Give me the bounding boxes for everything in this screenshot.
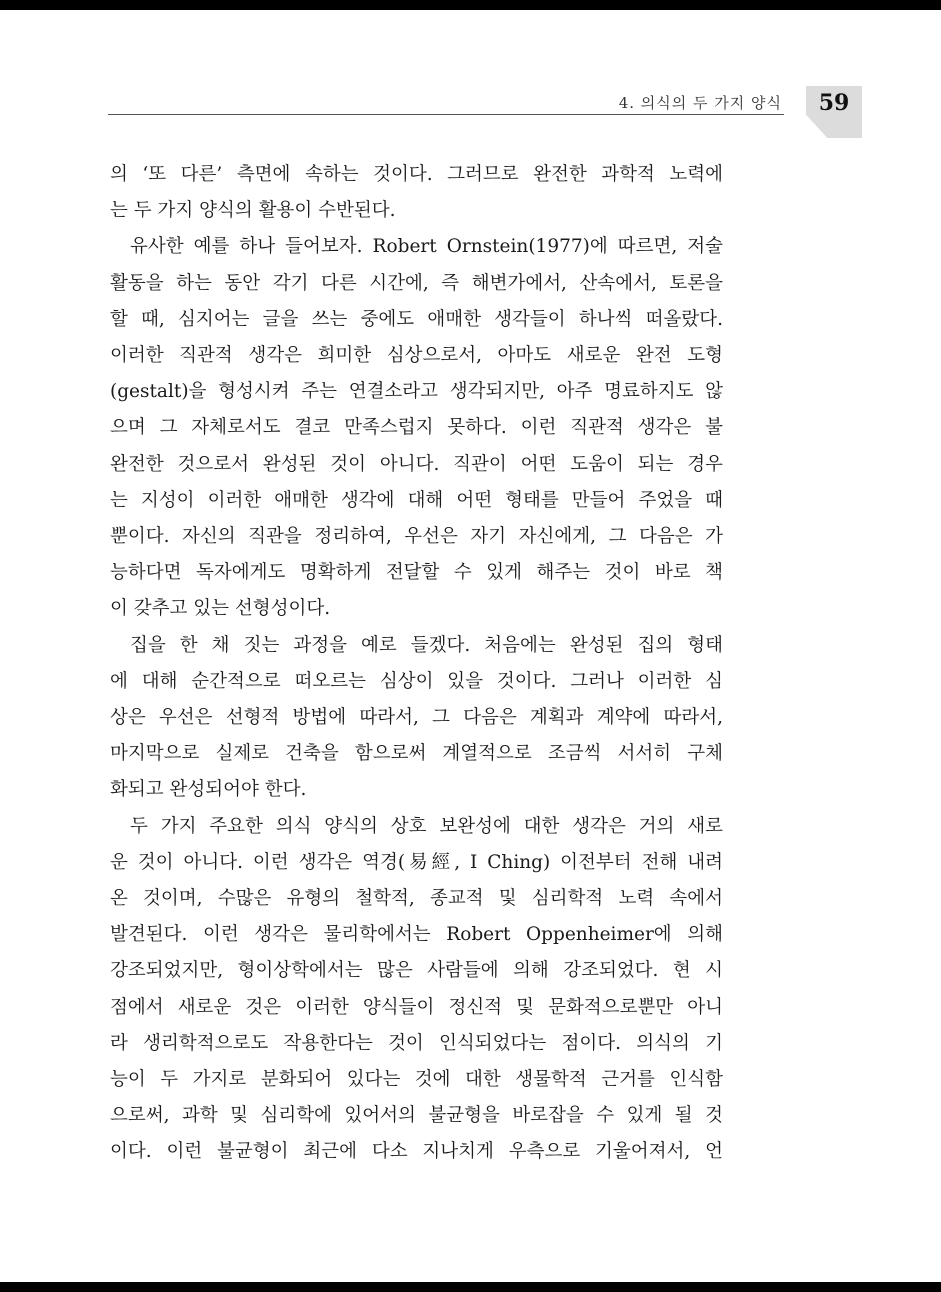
text-line: 두 가지 주요한 의식 양식의 상호 보완성에 대한 생각은 거의 새로 [130, 815, 723, 837]
header-rule [108, 114, 784, 115]
text-line: 이다. 이런 불균형이 최근에 다소 지나치게 우측으로 기울어져서, 언 [110, 1141, 723, 1163]
text-line: 이러한 직관적 생각은 희미한 심상으로서, 아마도 새로운 완전 도형 [110, 345, 723, 367]
text-line: 완전한 것으로서 완성된 것이 아니다. 직관이 어떤 도움이 되는 경우 [110, 453, 723, 475]
text-line: 의 ‘또 다른’ 측면에 속하는 것이다. 그러므로 완전한 과학적 노력에 [110, 164, 723, 185]
text-line: 뿐이다. 자신의 직관을 정리하여, 우선은 자기 자신에게, 그 다음은 가 [110, 526, 723, 548]
text-line: 점에서 새로운 것은 이러한 양식들이 정신적 및 문화적으로뿐만 아니 [110, 996, 723, 1018]
text-line: 유사한 예를 하나 들어보자. Robert Ornstein(1977)에 따르면, 저술 [130, 236, 723, 258]
text-line: 는 지성이 이러한 애매한 생각에 대해 어떤 형태를 만들어 주었을 때 [110, 489, 723, 511]
text-line: 발견된다. 이런 생각은 물리학에서는 Robert Oppenheimer에 의해 [110, 924, 723, 946]
running-head: 4. 의식의 두 가지 양식 [618, 94, 782, 112]
bottom-border [0, 1282, 941, 1292]
text-line: 라 생리학적으로도 작용한다는 것이 인식되었다는 점이다. 의식의 기 [110, 1032, 723, 1054]
text-line: 능이 두 가지로 분화되어 있다는 것에 대한 생물학적 근거를 인식함 [110, 1069, 723, 1091]
text-line: 는 두 가지 양식의 활용이 수반된다. [110, 200, 396, 222]
text-line: 운 것이 아니다. 이런 생각은 역경(易經, I Ching) 이전부터 전해 내려 [110, 851, 723, 873]
text-line: 강조되었지만, 형이상학에서는 많은 사람들에 의해 강조되었다. 현 시 [110, 960, 723, 982]
text-line: 마지막으로 실제로 건축을 함으로써 계열적으로 조금씩 서서히 구체 [110, 743, 723, 765]
body-text [110, 157, 723, 1171]
text-line: 능하다면 독자에게도 명확하게 전달할 수 있게 해주는 것이 바로 책 [110, 562, 723, 584]
text-line: 할 때, 심지어는 글을 쓰는 중에도 애매한 생각들이 하나씩 떠올랐다. [110, 308, 723, 330]
text-line: 온 것이며, 수많은 유형의 철학적, 종교적 및 심리학적 노력 속에서 [110, 888, 723, 910]
page-number: 59 [818, 90, 850, 116]
text-line: 이 갖추고 있는 선형성이다. [110, 598, 331, 620]
text-line: (gestalt)을 형성시켜 주는 연결소라고 생각되지만, 아주 명료하지도 않 [110, 381, 723, 403]
text-line: 집을 한 채 짓는 과정을 예로 들겠다. 처음에는 완성된 집의 형태 [130, 634, 723, 656]
top-border [0, 0, 941, 10]
text-line: 으며 그 자체로서도 결코 만족스럽지 못하다. 이런 직관적 생각은 불 [110, 417, 723, 439]
text-line: 활동을 하는 동안 각기 다른 시간에, 즉 해변가에서, 산속에서, 토론을 [110, 272, 723, 294]
text-line: 에 대해 순간적으로 떠오르는 심상이 있을 것이다. 그러나 이러한 심 [110, 670, 723, 692]
text-line: 상은 우선은 선형적 방법에 따라서, 그 다음은 계획과 계약에 따라서, [110, 707, 723, 729]
text-line: 으로써, 과학 및 심리학에 있어서의 불균형을 바로잡을 수 있게 될 것 [110, 1105, 723, 1127]
text-line: 화되고 완성되어야 한다. [110, 779, 307, 801]
